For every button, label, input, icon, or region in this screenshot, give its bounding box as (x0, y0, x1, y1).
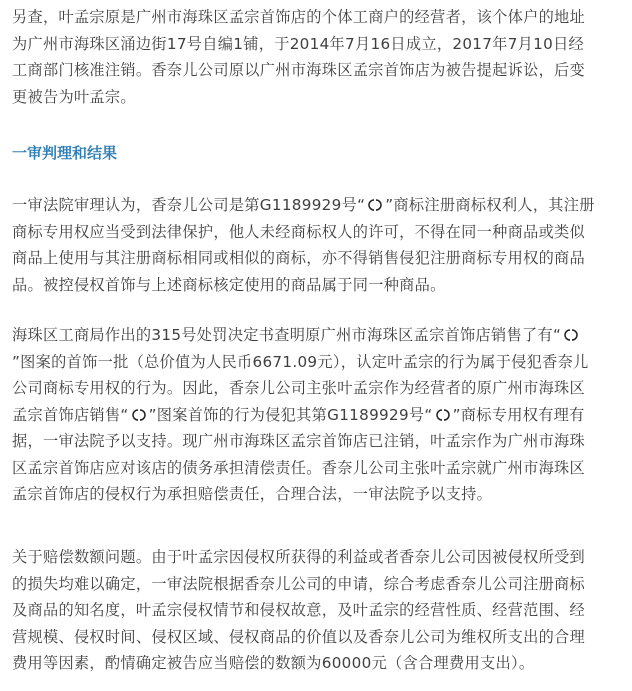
chanel-cc-logo-icon (434, 408, 452, 422)
paragraph-infringement-finding (12, 322, 622, 508)
text-line: 另查，叶孟宗原是广州市海珠区孟宗首饰店的个体工商户的经营者，该个体户的地址 (12, 8, 586, 26)
text-line: 品。被控侵权首饰与上述商标核定使用的商品属于同一种商品。 (12, 275, 446, 294)
text-line: 的损失均难以确定，一审法院根据香奈儿公司的申请，综合考虑香奈儿公司注册商标 (12, 574, 586, 593)
text-fragment: 孟宗首饰店销售“ (12, 405, 129, 424)
text-line (12, 192, 622, 219)
text-line: 区孟宗首饰店应对该店的债务承担清偿责任。香奈儿公司主张叶孟宗就广州市海珠区 (12, 458, 586, 477)
text-line: 孟宗首饰店的侵权行为承担赔偿责任，合理合法，一审法院予以支持。 (12, 485, 493, 503)
text-line: 工商部门核准注销。香奈儿公司原以广州市海珠区孟宗首饰店为被告提起诉讼，后变 (12, 61, 586, 79)
text-fragment: ”商标专用权有理有 (452, 405, 585, 424)
text-line: 营规模、侵权时间、侵权区域、侵权商品的价值以及香奈儿公司为维权所支出的合理 (12, 627, 586, 646)
text-line: 公司商标专用权的行为。因此，香奈儿公司主张叶孟宗作为经营者的原广州市海珠区 (12, 379, 586, 397)
paragraph-background-facts (12, 4, 622, 110)
text-line: ”图案的首饰一批（总价值为人民币6671.09元），认定叶孟宗的行为属于侵犯香奈儿 (12, 352, 589, 371)
text-line: 更被告为叶孟宗。 (12, 87, 136, 106)
section-heading: 一审判理和结果 (12, 144, 118, 162)
text-line (12, 322, 622, 349)
text-line: 据，一审法院予以支持。现广州市海珠区孟宗首饰店已注销，叶孟宗作为广州市海珠 (12, 432, 586, 450)
text-fragment: 海珠区工商局作出的315号处罚决定书查明原广州市海珠区孟宗首饰店销售了有“ (12, 326, 562, 344)
text-line: 费用等因素，酌情确定被告应当赔偿的数额为60000元（含合理费用支出）。 (12, 654, 535, 672)
paragraph-first-instance-reasoning (12, 192, 622, 298)
chanel-cc-logo-icon (130, 408, 148, 422)
text-line: 为广州市海珠区涌边街17号自编1铺，于2014年7月16日成立，2017年7月10日经 (12, 34, 585, 53)
text-line: 及商品的知名度，叶孟宗侵权情节和侵权故意，及叶孟宗的经营性质、经营范围、经 (12, 601, 586, 619)
text-line: 商标专用权应当受到法律保护，他人未经商标权人的许可，不得在同一种商品或类似 (12, 222, 586, 241)
chanel-cc-logo-icon (562, 328, 580, 342)
text-fragment: ”商标注册商标权利人，其注册 (385, 196, 595, 214)
text-fragment: 一审法院审理认为，香奈儿公司是第G1189929号“ (12, 196, 366, 214)
paragraph-damages (12, 544, 622, 677)
text-line (12, 402, 622, 429)
chanel-cc-logo-icon (366, 198, 384, 212)
text-line: 商品上使用与其注册商标相同或相似的商标，亦不得销售侵犯注册商标专用权的商品 (12, 249, 586, 267)
text-line: 关于赔偿数额问题。由于叶孟宗因侵权所获得的利益或者香奈儿公司因被侵权所受到 (12, 548, 586, 566)
text-fragment: ”图案首饰的行为侵犯其第G1189929号“ (148, 405, 433, 424)
